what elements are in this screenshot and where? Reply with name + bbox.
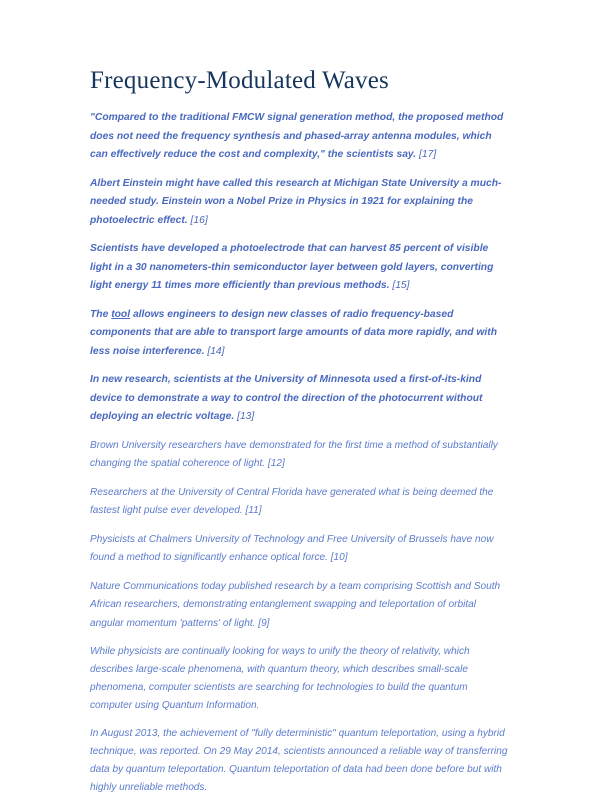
citation-ref[interactable]: [9]: [258, 617, 270, 629]
paragraph-lead-text: The: [90, 308, 109, 320]
citation-ref[interactable]: [13]: [237, 411, 255, 422]
paragraph-11: [90, 484, 512, 521]
citation-ref[interactable]: [17]: [419, 149, 437, 160]
citation-ref[interactable]: [16]: [190, 214, 208, 226]
paragraph-quantum-information: [90, 643, 512, 715]
paragraph-quantum-teleportation: [90, 725, 512, 797]
paragraph-text: Nature Communications today published research by a team comprising Scottish and South African researchers, demonstrating entanglement swapping and teleportation of orbital angular momentum 'patterns' of light.: [90, 580, 501, 629]
paragraph-16: [90, 175, 512, 231]
paragraph-text: In August 2013, the achievement of "fully deterministic" quantum teleportation, using a hybrid technique, was reported. On 29 May 2014, scientists announced a reliable way of transferring data by quantum teleportation. Quantum teleportation of data had been done before but with highly unreliable methods.: [90, 728, 508, 793]
paragraph-15: [90, 240, 512, 296]
page-title: Frequency-Modulated Waves: [90, 67, 389, 94]
paragraph-9: [90, 578, 512, 634]
paragraph-text: Albert Einstein might have called this research at Michigan State University a much-needed study. Einstein won a Nobel Prize in Physics in 1921 for explaining the photoelectric effect.: [90, 177, 502, 226]
citation-ref[interactable]: [15]: [392, 280, 410, 291]
paragraph-text: While physicists are continually looking for ways to unify the theory of relativity, which describes large-scale phenomena, with quantum theory, which describes small-scale phenomena, computer scientists are searching for technologies to build the quantum computer using Quantum Information.: [90, 646, 470, 711]
paragraph-text: Brown University researchers have demonstrated for the first time a method of substantially changing the spatial coherence of light.: [90, 439, 498, 469]
article-body: [90, 109, 512, 807]
paragraph-text: Researchers at the University of Central Florida have generated what is being deemed the fastest light pulse ever developed.: [90, 486, 494, 516]
paragraph-text: Physicists at Chalmers University of Technology and Free University of Brussels have now found a method to significantly enhance optical force.: [90, 533, 494, 563]
paragraph-13: [90, 371, 512, 427]
citation-ref[interactable]: [14]: [207, 345, 225, 357]
citation-ref[interactable]: [10]: [330, 552, 348, 563]
paragraph-10: [90, 531, 512, 568]
paragraph-14: [90, 306, 512, 362]
citation-ref[interactable]: [12]: [267, 458, 285, 469]
paragraph-text: "Compared to the traditional FMCW signal generation method, the proposed method does not need the frequency synthesis and phased-array antenna modules, which can effectively reduce the cost and complexity," the scientists say.: [90, 112, 504, 160]
paragraph-text: allows engineers to design new classes of radio frequency-based components that are able to transport large amounts of data more rapidly, and with less noise interference.: [90, 308, 497, 357]
paragraph-17: [90, 109, 512, 165]
paragraph-12: [90, 437, 512, 474]
citation-ref[interactable]: [11]: [245, 505, 262, 516]
tool-link[interactable]: tool: [111, 308, 131, 320]
paragraph-text: In new research, scientists at the University of Minnesota used a first-of-its-kind device to demonstrate a way to control the direction of the photocurrent without deploying an electric voltage.: [90, 374, 483, 422]
paragraph-text: Scientists have developed a photoelectrode that can harvest 85 percent of visible light in a 30 nanometers-thin semiconductor layer between gold layers, converting light energy 11 times more efficiently than previous methods.: [90, 243, 494, 291]
